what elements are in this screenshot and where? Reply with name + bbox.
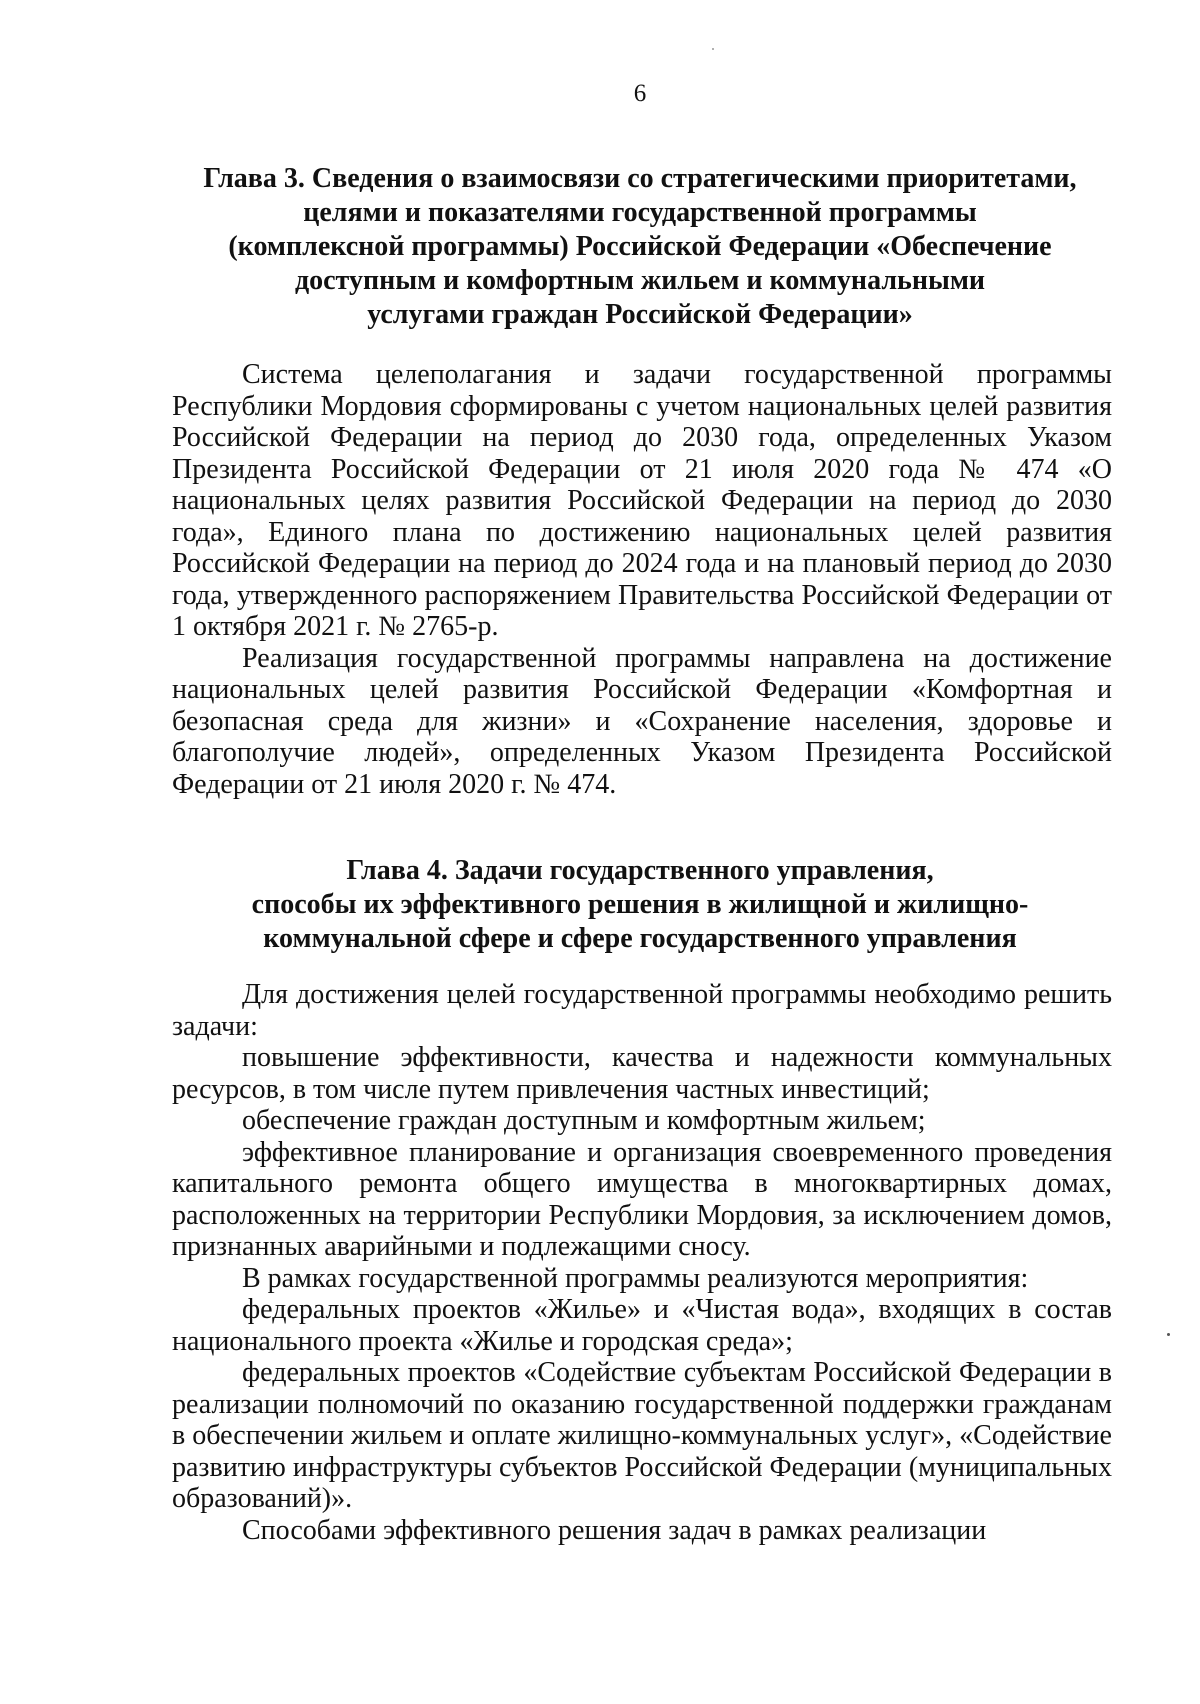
heading-line: (комплексной программы) Российской Федерации «Обеспечение — [228, 231, 1052, 262]
heading-line: услугами граждан Российской Федерации» — [367, 299, 913, 330]
page-number: 6 — [633, 80, 647, 107]
paragraph: обеспечение граждан доступным и комфортным жильем; — [242, 1105, 926, 1136]
heading-line: способы их эффективного решения в жилищной и жилищно- — [251, 889, 1029, 920]
paragraph: Способами эффективного решения задач в рамках реализации — [242, 1514, 987, 1546]
paragraph: эффективное планирование и организация своевременного проведения капитального ремонта общего имущества в многоквартирных домах, расположенных на территории Республики Мордовия, за исключением домов, признанных аварийными и подлежащими сносу. — [172, 1136, 1112, 1262]
paragraph: Реализация государственной программы направлена на достижение национальных целей развития Российской Федерации «Комфортная и безопасная среда для жизни» и «Сохранение населения, здоровье и благополучие людей», определенных Указом Президента Российской Федерации от 21 июля 2020 г. № 474. — [172, 642, 1112, 800]
chapter-4-heading — [150, 854, 1130, 956]
paragraph: федеральных проектов «Содействие субъектам Российской Федерации в реализации полномочий по оказанию государственной поддержки гражданам в обеспечении жильем и оплате жилищно-коммунальных услуг», «Содействие развитию инфраструктуры субъектов Российской Федерации (муниципальных образований)». — [172, 1357, 1112, 1514]
heading-line: целями и показателями государственной программы — [303, 197, 977, 228]
scan-speck — [712, 48, 714, 50]
paragraph: Система целеполагания и задачи государственной программы Республики Мордовия сформированы с учетом национальных целей развития Российской Федерации на период до 2030 года, определенных Указом Президента Российской Федерации от 21 июля 2020 года № 474 «О национальных целях развития Российской Федерации на период до 2030 года», Единого плана по достижению национальных целей развития Российской Федерации на период до 2024 года и на плановый период до 2030 года, утвержденного распоряжением Правительства Российской Федерации от 1 октября 2021 г. № 2765-р. — [172, 359, 1112, 642]
heading-line: коммунальной сфере и сфере государственного управления — [263, 923, 1017, 954]
chapter-4-body — [172, 979, 1112, 1546]
chapter-3-heading — [150, 162, 1130, 332]
heading-line: доступным и комфортным жильем и коммунальными — [294, 265, 986, 296]
paragraph: В рамках государственной программы реализуются мероприятия: — [242, 1262, 1029, 1294]
heading-line: Глава 3. Сведения о взаимосвязи со стратегическими приоритетами, — [203, 163, 1077, 194]
paragraph: повышение эффективности, качества и надежности коммунальных ресурсов, в том числе путем привлечения частных инвестиций; — [172, 1042, 1112, 1105]
scan-speck — [1167, 1333, 1170, 1336]
paragraph: Для достижения целей государственной программы необходимо решить задачи: — [172, 979, 1112, 1042]
heading-line: Глава 4. Задачи государственного управления, — [346, 855, 934, 886]
paragraph: федеральных проектов «Жилье» и «Чистая вода», входящих в состав национального проекта «Жилье и городская среда»; — [172, 1294, 1112, 1357]
chapter-3-body — [172, 359, 1112, 800]
